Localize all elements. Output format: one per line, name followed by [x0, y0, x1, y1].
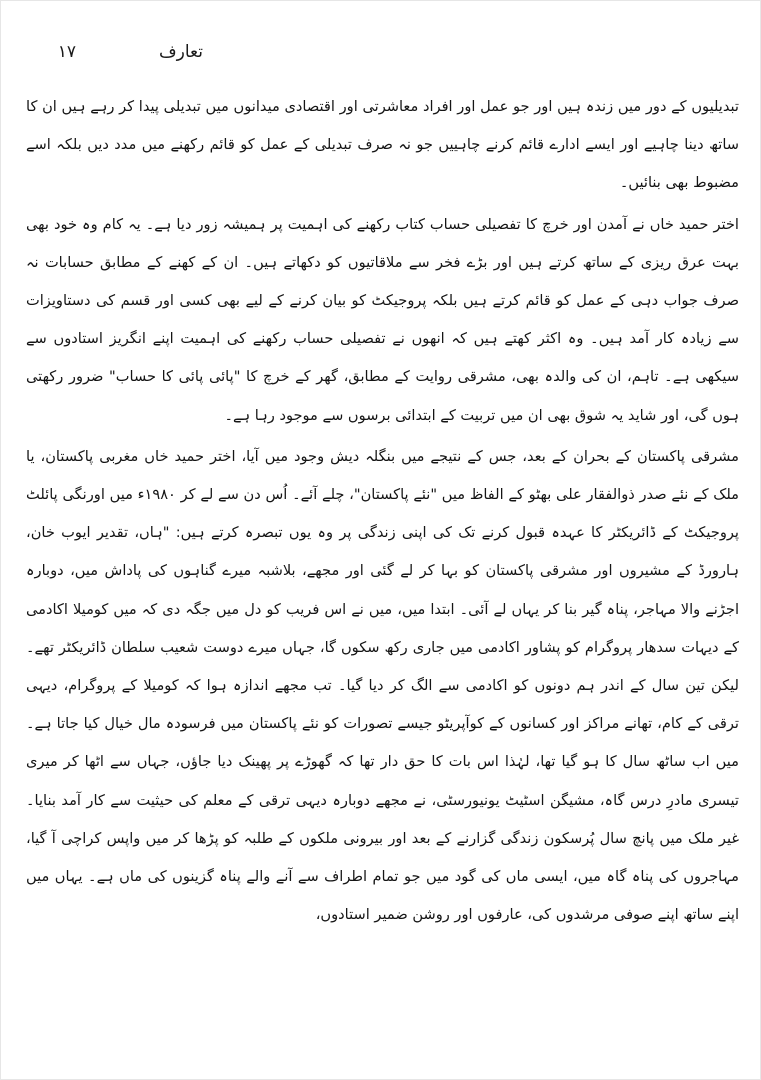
body-text [26, 88, 739, 934]
paragraph-2: اختر حمید خاں نے آمدن اور خرچ کا تفصیلی حساب کتاب رکھنے کی اہمیت پر ہمیشہ زور دیا ہے۔ یہ کام وہ خود بھی بہت عرق ریزی کے ساتھ کرتے ہیں اور بڑے فخر سے ملاقاتیوں کو دکھاتے ہیں۔ ان کے کھنے کے مطابق حسابات نہ صرف جواب دہی کے عمل کو قائم کرتے ہیں بلکہ پروجیکٹ کو بیان کرنے کے لیے بھی کسی اور قسم کی دستاویزات سے زیادہ کار آمد ہیں۔ وہ اکثر کھتے ہیں کہ انھوں نے تفصیلی حساب رکھنے کی اہمیت اپنے انگریز استادوں سے سیکھی ہے۔ تاہم، ان کی والدہ بھی، مشرقی روایت کے مطابق، گھر کے خرچ کا "پائی پائی کا حساب" ضرور رکھتی ہوں گی، اور شاید یہ شوق بھی ان میں تربیت کے ابتدائی برسوں سے موجود رہا ہے۔ [26, 215, 739, 424]
paragraph-1: تبدیلیوں کے دور میں زندہ ہیں اور جو عمل اور افراد معاشرتی اور اقتصادی میدانوں میں تبدیلی پیدا کر رہے ہیں ان کا ساتھ دینا چاہیے اور ایسے ادارے قائم کرنے چاہییں جو نہ صرف تبدیلی کے عمل کو قائم رکھنے میں مدد دیں بلکہ اسے مضبوط بھی بنائیں۔ [26, 98, 739, 192]
running-title: تعارف [159, 42, 203, 62]
page-number: ۱۷ [57, 42, 76, 62]
paragraph-3: مشرقی پاکستان کے بحران کے بعد، جس کے نتیجے میں بنگلہ دیش وجود میں آیا، اختر حمید خاں مغربی پاکستان، یا ملک کے نئے صدر ذوالفقار علی بھٹو کے الفاظ میں "نئے پاکستان"، چلے آئے۔ اُس دن سے لے کر ۱۹۸۰ء میں اورنگی پائلٹ پروجیکٹ کے ڈائریکٹر کا عہدہ قبول کرنے تک کی اپنی زندگی پر وہ یوں تبصرہ کرتے ہیں: "ہاں، تقدیر ایوب خان، ہارورڈ کے مشیروں اور مشرقی پاکستان کو بہا کر لے گئی اور مجھے، بلاشبہ میرے گناہوں کی پاداش میں، دوبارہ اجڑنے والا مہاجر، پناہ گیر بنا کر یہاں لے آئی۔ ابتدا میں، میں نے اس فریب کو دل میں جگہ دی کہ میں کومیلا اکادمی کے دیہات سدھار پروگرام کو پشاور اکادمی میں جاری رکھ سکوں گا، جہاں میرے دوست شعیب سلطان ڈائریکٹر تھے۔ لیکن تین سال کے اندر ہم دونوں کو اکادمی سے الگ کر دیا گیا۔ تب مجھے اندازہ ہوا کہ کومیلا کے پروگرام، دیہی ترقی کے کام، تھانے مراکز اور کسانوں کے کوآپریٹو جیسے تصورات کو نئے پاکستان میں فرسودہ مال خیال کیا جاتا ہے۔ میں اب ساٹھ سال کا ہو گیا تھا، لہٰذا اس بات کا حق دار تھا کہ گھوڑے پر پھینک دیا جاؤں، جہاں سے اٹھا کر میری تیسری مادرِ درس گاہ، مشیگن اسٹیٹ یونیورسٹی، نے مجھے دوبارہ دیہی ترقی کے معلم کی حیثیت سے کار آمد بنایا۔ غیر ملک میں پانچ سال پُرسکون زندگی گزارنے کے بعد اور بیرونی ملکوں کے طلبہ کو پڑھا کر میں واپس کراچی آ گیا، مہاجروں کی پناہ گاہ میں، ایسی ماں کی گود میں جو تمام اطراف سے آنے والے پناہ گزینوں کی ماں ہے۔ یہاں میں اپنے ساتھ اپنے صوفی مرشدوں کی، عارفوں اور روشن ضمیر استادوں، [26, 447, 739, 924]
page-header [30, 38, 731, 78]
